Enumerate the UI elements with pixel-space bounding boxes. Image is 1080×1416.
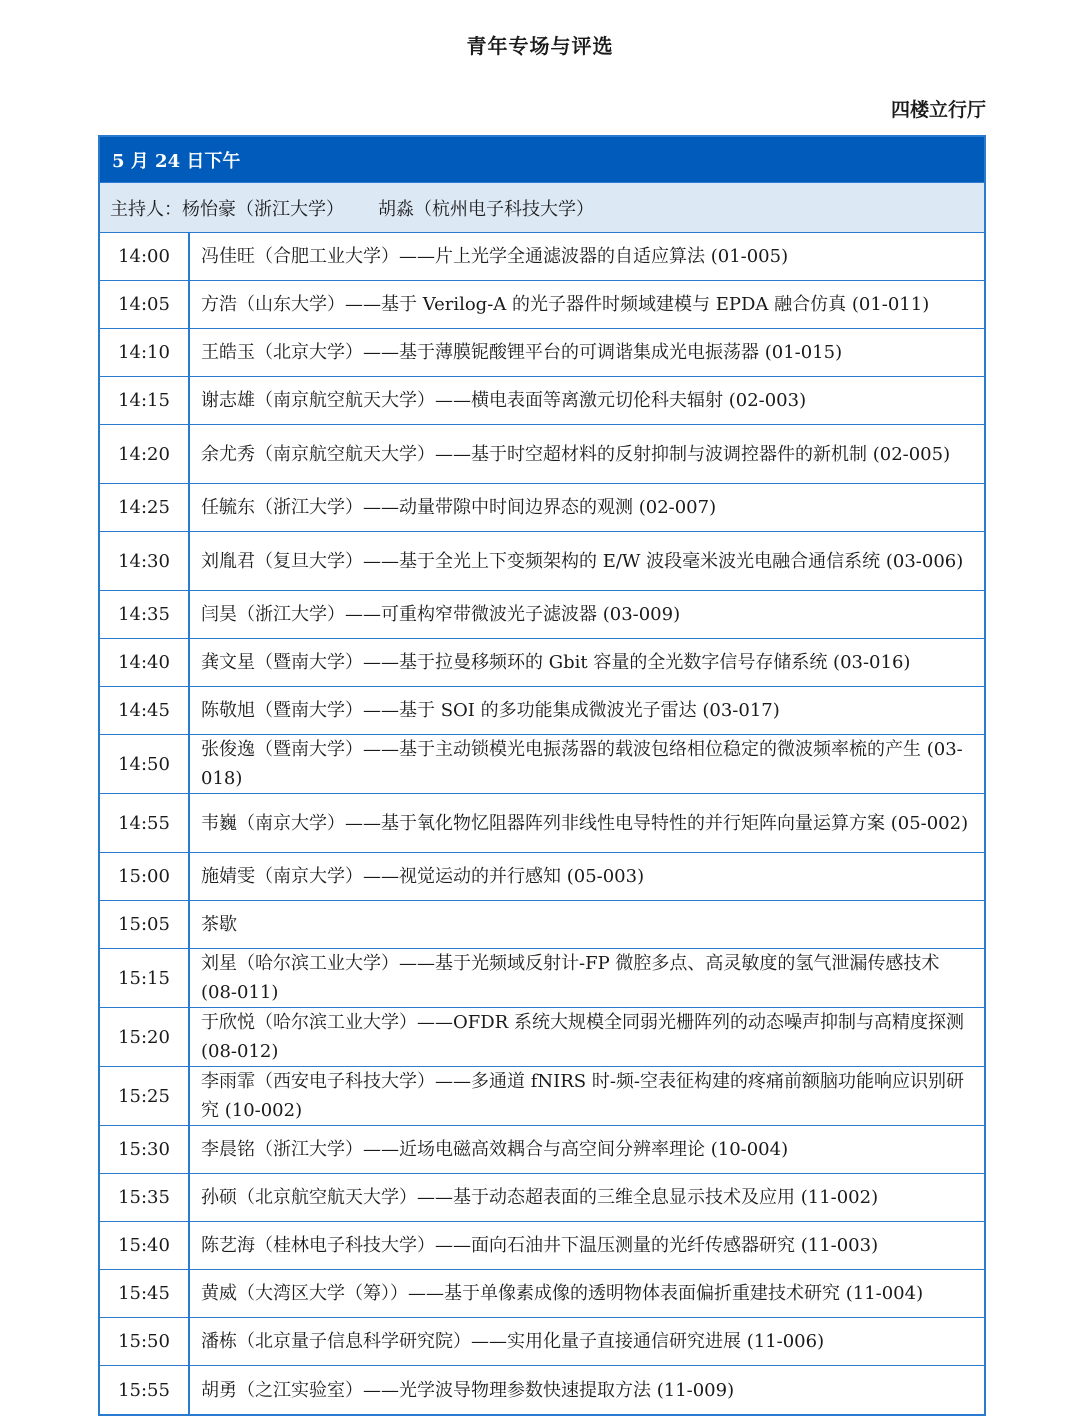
- talk-cell: 茶歇: [201, 914, 237, 935]
- talk-cell: 冯佳旺（合肥工业大学）——片上光学全通滤波器的自适应算法 (01-005): [201, 246, 789, 267]
- talk-cell: 龚文星（暨南大学）——基于拉曼移频环的 Gbit 容量的全光数字信号存储系统 (03-016): [201, 652, 911, 673]
- talk-cell: 于欣悦（哈尔滨工业大学）——OFDR 系统大规模全同弱光栅阵列的动态噪声抑制与高精度探测 (08-012): [201, 1012, 964, 1062]
- table-row: [100, 1067, 984, 1126]
- table-row: [100, 532, 984, 591]
- talk-cell: 刘胤君（复旦大学）——基于全光上下变频架构的 E/W 波段毫米波光电融合通信系统 (03-006): [201, 550, 964, 572]
- schedule-rows: [100, 233, 984, 1414]
- table-row: [100, 735, 984, 794]
- talk-cell: 王皓玉（北京大学）——基于薄膜铌酸锂平台的可调谐集成光电振荡器 (01-015): [201, 342, 843, 363]
- venue-label: 四楼立行厅: [890, 99, 986, 121]
- session-header: 5 月 24 日下午: [100, 137, 984, 183]
- time-cell: 15:05: [100, 901, 190, 948]
- table-row: [100, 639, 984, 687]
- time-cell: 14:30: [100, 532, 190, 590]
- time-cell: 14:25: [100, 484, 190, 531]
- time-cell: 15:15: [100, 949, 190, 1007]
- talk-cell: 张俊逸（暨南大学）——基于主动锁模光电振荡器的载波包络相位稳定的微波频率梳的产生 (03-018): [201, 739, 963, 789]
- host-2: 胡淼（杭州电子科技大学）: [378, 198, 594, 220]
- table-row: [100, 425, 984, 484]
- table-row: [100, 1222, 984, 1270]
- table-row: [100, 949, 984, 1008]
- page-title: 青年专场与评选: [466, 34, 614, 58]
- time-cell: 15:50: [100, 1318, 190, 1365]
- time-cell: 15:20: [100, 1008, 190, 1066]
- table-row: [100, 1318, 984, 1366]
- table-row: [100, 687, 984, 735]
- talk-cell: 黄威（大湾区大学（筹））——基于单像素成像的透明物体表面偏折重建技术研究 (11-004): [201, 1283, 924, 1304]
- talk-cell: 余尤秀（南京航空航天大学）——基于时空超材料的反射抑制与波调控器件的新机制 (02-005): [201, 443, 951, 465]
- talk-cell: 刘星（哈尔滨工业大学）——基于光频域反射计-FP 微腔多点、高灵敏度的氢气泄漏传感技术 (08-011): [201, 953, 940, 1003]
- table-row: [100, 901, 984, 949]
- talk-cell: 施婧雯（南京大学）——视觉运动的并行感知 (05-003): [201, 866, 645, 887]
- time-cell: 14:20: [100, 425, 190, 483]
- talk-cell: 李雨霏（西安电子科技大学）——多通道 fNIRS 时-频-空表征构建的疼痛前额脑功能响应识别研究 (10-002): [201, 1071, 965, 1121]
- table-row: [100, 1126, 984, 1174]
- time-cell: 14:00: [100, 233, 190, 280]
- table-row: [100, 1366, 984, 1414]
- table-row: [100, 329, 984, 377]
- time-cell: 14:45: [100, 687, 190, 734]
- table-row: [100, 853, 984, 901]
- table-row: [100, 377, 984, 425]
- table-row: [100, 281, 984, 329]
- time-cell: 14:35: [100, 591, 190, 638]
- time-cell: 14:50: [100, 735, 190, 793]
- time-cell: 14:05: [100, 281, 190, 328]
- host-1: 杨怡豪（浙江大学）: [182, 198, 344, 220]
- time-cell: 15:30: [100, 1126, 190, 1173]
- table-row: [100, 1270, 984, 1318]
- talk-cell: 方浩（山东大学）——基于 Verilog-A 的光子器件时频域建模与 EPDA 融合仿真 (01-011): [201, 294, 930, 315]
- talk-cell: 闫昊（浙江大学）——可重构窄带微波光子滤波器 (03-009): [201, 604, 681, 625]
- time-cell: 14:55: [100, 794, 190, 852]
- time-cell: 15:45: [100, 1270, 190, 1317]
- time-cell: 15:35: [100, 1174, 190, 1221]
- talk-cell: 陈艺海（桂林电子科技大学）——面向石油井下温压测量的光纤传感器研究 (11-003): [201, 1235, 879, 1256]
- time-cell: 15:00: [100, 853, 190, 900]
- hosts-label: 主持人：: [110, 198, 182, 220]
- time-cell: 15:40: [100, 1222, 190, 1269]
- table-row: [100, 794, 984, 853]
- talk-cell: 任毓东（浙江大学）——动量带隙中时间边界态的观测 (02-007): [201, 497, 717, 518]
- talk-cell: 陈敬旭（暨南大学）——基于 SOI 的多功能集成微波光子雷达 (03-017): [201, 700, 780, 721]
- talk-cell: 李晨铭（浙江大学）——近场电磁高效耦合与高空间分辨率理论 (10-004): [201, 1139, 789, 1160]
- table-row: [100, 1174, 984, 1222]
- table-row: [100, 233, 984, 281]
- hosts-row: [100, 183, 984, 233]
- talk-cell: 孙硕（北京航空航天大学）——基于动态超表面的三维全息显示技术及应用 (11-002): [201, 1187, 879, 1208]
- table-row: [100, 1008, 984, 1067]
- schedule-table: [98, 135, 986, 1416]
- time-cell: 14:10: [100, 329, 190, 376]
- talk-cell: 胡勇（之江实验室）——光学波导物理参数快速提取方法 (11-009): [201, 1379, 735, 1401]
- table-row: [100, 484, 984, 532]
- time-cell: 15:55: [100, 1366, 190, 1414]
- table-row: [100, 591, 984, 639]
- talk-cell: 潘栋（北京量子信息科学研究院）——实用化量子直接通信研究进展 (11-006): [201, 1331, 825, 1352]
- talk-cell: 谢志雄（南京航空航天大学）——横电表面等离激元切伦科夫辐射 (02-003): [201, 390, 807, 411]
- time-cell: 14:15: [100, 377, 190, 424]
- time-cell: 14:40: [100, 639, 190, 686]
- time-cell: 15:25: [100, 1067, 190, 1125]
- talk-cell: 韦巍（南京大学）——基于氧化物忆阻器阵列非线性电导特性的并行矩阵向量运算方案 (05-002): [201, 812, 969, 834]
